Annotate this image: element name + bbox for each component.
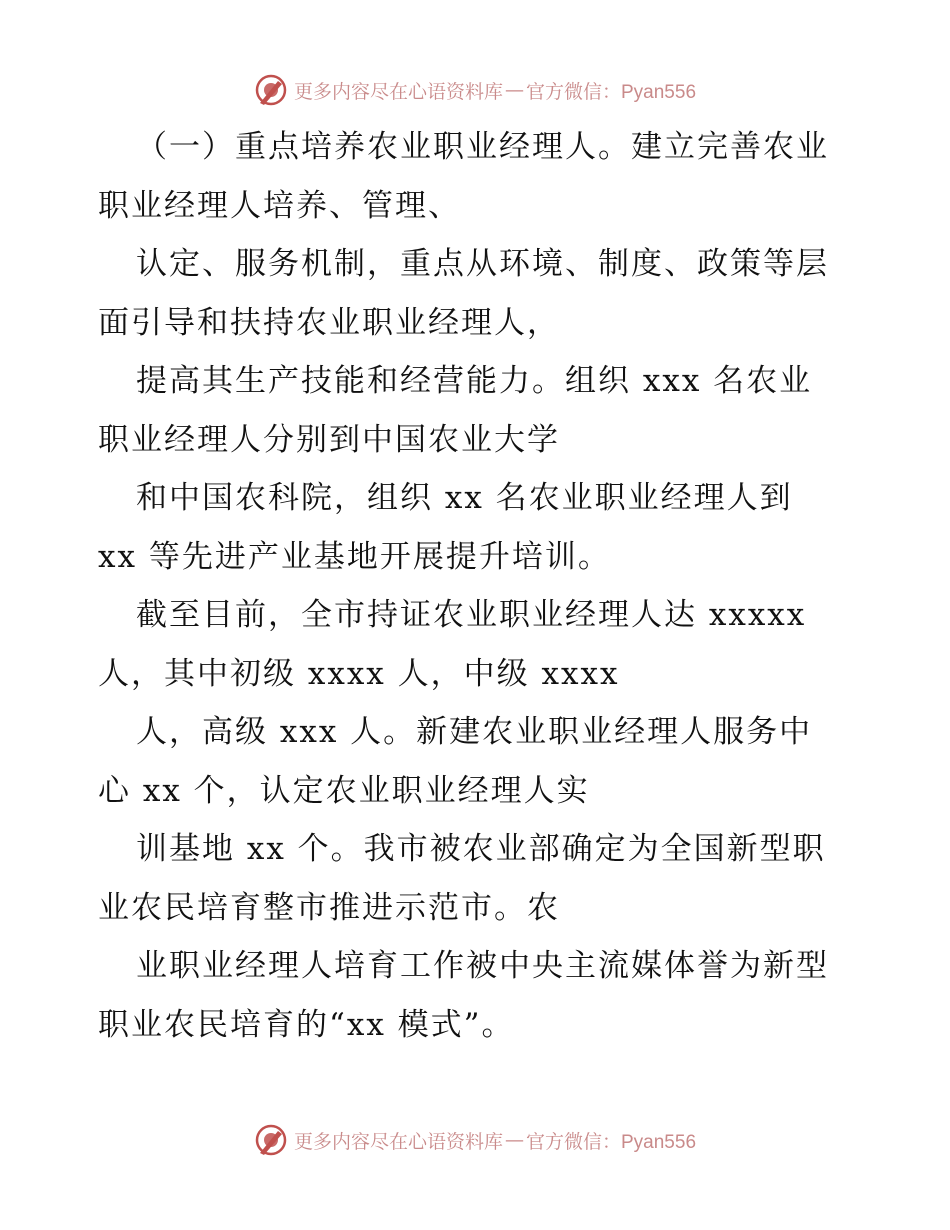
text-line: 职业经理人培养、管理、	[98, 187, 461, 224]
text-line: 提高其生产技能和经营能力。组织 xxx 名农业	[136, 363, 813, 399]
watermark-text: 更多内容尽在心语资料库	[293, 80, 503, 103]
text-line: 人，高级 xxx 人。新建农业职业经理人服务中	[136, 714, 813, 750]
watermark-text: 更多内容尽在心语资料库	[293, 1130, 503, 1153]
text-line: 业职业经理人培育工作被中央主流媒体誉为新型	[136, 948, 829, 984]
pen-logo-icon	[254, 73, 288, 107]
footer-watermark	[0, 1122, 950, 1158]
text-line: 训基地 xx 个。我市被农业部确定为全国新型职	[136, 831, 826, 867]
text-line: （一）重点培养农业职业经理人。建立完善农业	[136, 129, 829, 165]
watermark-contact: 官方微信：Pyan556	[526, 1131, 697, 1153]
watermark-separator: —	[505, 1129, 524, 1151]
watermark-contact: 官方微信：Pyan556	[526, 81, 697, 103]
text-line: 心 xx 个，认定农业职业经理人实	[98, 772, 590, 809]
text-line: 职业农民培育的“xx 模式”。	[98, 1006, 515, 1043]
text-line: 截至目前，全市持证农业职业经理人达 xxxxx	[136, 597, 807, 633]
text-line: 业农民培育整市推进示范市。农	[98, 889, 560, 926]
text-line: 面引导和扶持农业职业经理人，	[98, 304, 560, 341]
text-line: 认定、服务机制，重点从环境、制度、政策等层	[136, 246, 829, 282]
pen-logo-icon	[254, 1123, 288, 1157]
text-line: 人，其中初级 xxxx 人，中级 xxxx	[98, 655, 620, 692]
header-watermark	[0, 72, 950, 108]
text-line: 和中国农科院，组织 xx 名农业职业经理人到	[136, 480, 793, 516]
watermark-separator: —	[505, 79, 524, 101]
text-line: xx 等先进产业基地开展提升培训。	[98, 538, 611, 575]
body-text	[98, 118, 858, 1054]
text-line: 职业经理人分别到中国农业大学	[98, 421, 560, 458]
